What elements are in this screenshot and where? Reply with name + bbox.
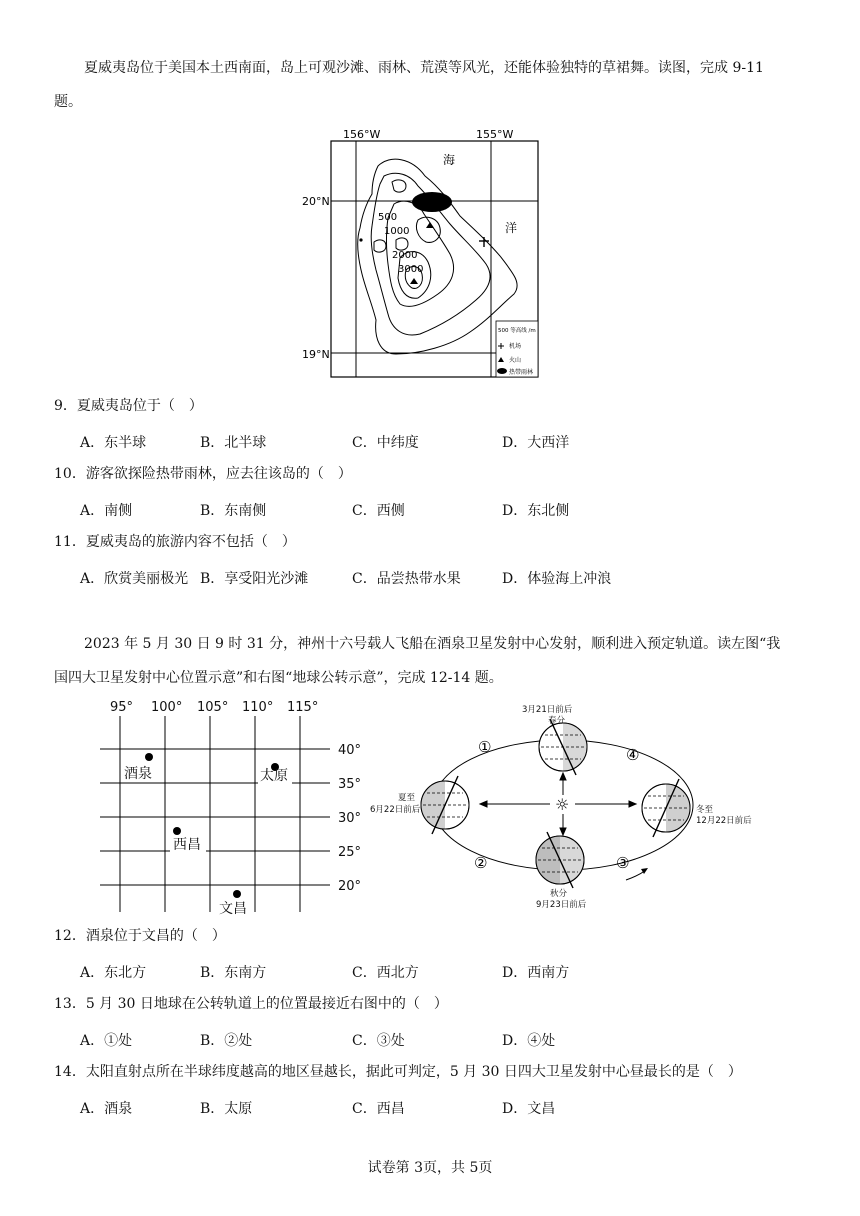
spring-label: 春分 xyxy=(548,716,566,726)
lon-label: 95° xyxy=(110,700,134,715)
option-b[interactable]: B．东南方 xyxy=(200,965,267,981)
earth-spring xyxy=(539,719,587,775)
winter-date: 12月22日前后 xyxy=(696,816,752,826)
center-taiyuan: 太原 xyxy=(260,768,288,784)
position-4: ④ xyxy=(626,746,640,764)
question-13-options xyxy=(80,1030,780,1050)
option-d[interactable]: D．文昌 xyxy=(502,1101,556,1117)
question-12-options xyxy=(80,962,780,982)
sea-label-hai: 海 xyxy=(443,153,456,167)
center-jiuquan: 酒泉 xyxy=(124,766,152,782)
lat-label-20n: 20°N xyxy=(302,195,330,208)
question-14-stem: 14．太阳直射点所在半球纬度越高的地区昼越长，据此可判定，5 月 30 日四大卫星发射中心昼最长的是（ ） xyxy=(54,1064,742,1080)
hawaii-island-map xyxy=(300,124,550,384)
position-2: ② xyxy=(474,854,488,872)
earth-winter xyxy=(642,779,690,837)
question-10-options xyxy=(80,500,780,520)
question-14-options xyxy=(80,1098,780,1118)
option-d[interactable]: D．东北侧 xyxy=(502,503,570,519)
option-b[interactable]: B．享受阳光沙滩 xyxy=(200,571,309,587)
map-legend xyxy=(496,321,538,377)
contour-label: 2000 xyxy=(392,250,418,261)
legend-rainforest: 热带雨林 xyxy=(509,369,534,376)
lat-label: 20° xyxy=(338,879,362,894)
question-11-stem: 11．夏威夷岛的旅游内容不包括（ ） xyxy=(54,534,296,550)
launch-centers-grid-map xyxy=(96,694,386,916)
page-footer: 试卷第 3页，共 5页 xyxy=(367,1160,493,1176)
option-b[interactable]: B．北半球 xyxy=(200,435,267,451)
option-c[interactable]: C．西昌 xyxy=(352,1101,405,1117)
spring-date: 3月21日前后 xyxy=(522,705,573,715)
center-wenchang: 文昌 xyxy=(219,901,247,916)
sun-icon: ☼ xyxy=(555,795,570,814)
legend-volcano: 火山 xyxy=(509,357,522,364)
option-d[interactable]: D．④处 xyxy=(502,1033,556,1049)
intro-paragraph-1-cont: 题。 xyxy=(54,94,82,110)
rainforest-area xyxy=(412,192,452,212)
option-a[interactable]: A．南侧 xyxy=(80,503,133,519)
option-a[interactable]: A．东半球 xyxy=(80,435,147,451)
option-c[interactable]: C．③处 xyxy=(352,1033,405,1049)
center-xichang: 西昌 xyxy=(173,837,201,853)
question-11-options xyxy=(80,568,780,588)
option-c[interactable]: C．西北方 xyxy=(352,965,419,981)
option-c[interactable]: C．品尝热带水果 xyxy=(352,571,461,587)
lat-label: 25° xyxy=(338,845,362,860)
question-9-stem: 9．夏威夷岛位于（ ） xyxy=(54,398,203,414)
question-13-stem: 13．5 月 30 日地球在公转轨道上的位置最接近右图中的（ ） xyxy=(54,996,448,1012)
contour-label: 1000 xyxy=(384,226,410,237)
position-3: ③ xyxy=(616,854,630,872)
option-d[interactable]: D．西南方 xyxy=(502,965,570,981)
earth-revolution-diagram xyxy=(370,700,760,912)
option-b[interactable]: B．②处 xyxy=(200,1033,253,1049)
autumn-date: 9月23日前后 xyxy=(536,900,587,910)
lat-label: 30° xyxy=(338,811,362,826)
contour-label: 3000 xyxy=(398,264,424,275)
lon-label: 110° xyxy=(242,700,274,715)
option-a[interactable]: A．东北方 xyxy=(80,965,147,981)
question-12-stem: 12．酒泉位于文昌的（ ） xyxy=(54,928,226,944)
option-b[interactable]: B．东南侧 xyxy=(200,503,267,519)
sea-label-yang: 洋 xyxy=(505,221,518,235)
summer-date: 6月22日前后 xyxy=(370,805,421,815)
question-10-stem: 10．游客欲探险热带雨林，应去往该岛的（ ） xyxy=(54,466,352,482)
option-a[interactable]: A．酒泉 xyxy=(80,1101,133,1117)
intro-paragraph-2-cont: 国四大卫星发射中心位置示意”和右图“地球公转示意”，完成 12-14 题。 xyxy=(54,670,503,686)
lon-label: 105° xyxy=(197,700,229,715)
lon-label: 100° xyxy=(151,700,183,715)
wenchang-dot xyxy=(233,890,241,898)
intro-paragraph-2: 2023 年 5 月 30 日 9 时 31 分，神州十六号载人飞船在酒泉卫星发射中心发射，顺利进入预定轨道。读左图“我 xyxy=(84,636,781,652)
jiuquan-dot xyxy=(145,753,153,761)
earth-summer xyxy=(421,776,469,834)
lon-label-156w: 156°W xyxy=(343,128,381,141)
summer-label: 夏至 xyxy=(398,793,416,803)
option-a[interactable]: A．欣赏美丽极光 xyxy=(80,571,189,587)
legend-airport: 机场 xyxy=(509,343,522,350)
lon-label: 115° xyxy=(287,700,319,715)
legend-contour: 500 等高线 /m xyxy=(498,328,536,334)
xichang-dot xyxy=(173,827,181,835)
lat-label: 40° xyxy=(338,743,362,758)
intro-paragraph-1: 夏威夷岛位于美国本土西南面，岛上可观沙滩、雨林、荒漠等风光，还能体验独特的草裙舞。读图，完成 9-11 xyxy=(84,60,764,76)
lon-label-155w: 155°W xyxy=(476,128,514,141)
option-c[interactable]: C．西侧 xyxy=(352,503,405,519)
option-b[interactable]: B．太原 xyxy=(200,1101,253,1117)
option-d[interactable]: D．体验海上冲浪 xyxy=(502,571,612,587)
winter-label: 冬至 xyxy=(696,805,714,815)
option-a[interactable]: A．①处 xyxy=(80,1033,133,1049)
option-c[interactable]: C．中纬度 xyxy=(352,435,419,451)
lat-label: 35° xyxy=(338,777,362,792)
option-d[interactable]: D．大西洋 xyxy=(502,435,570,451)
contour-label: 500 xyxy=(378,212,398,223)
lat-label-19n: 19°N xyxy=(302,348,330,361)
earth-autumn xyxy=(536,832,584,888)
position-1: ① xyxy=(478,738,492,756)
question-9-options xyxy=(80,432,780,452)
autumn-label: 秋分 xyxy=(550,889,568,899)
